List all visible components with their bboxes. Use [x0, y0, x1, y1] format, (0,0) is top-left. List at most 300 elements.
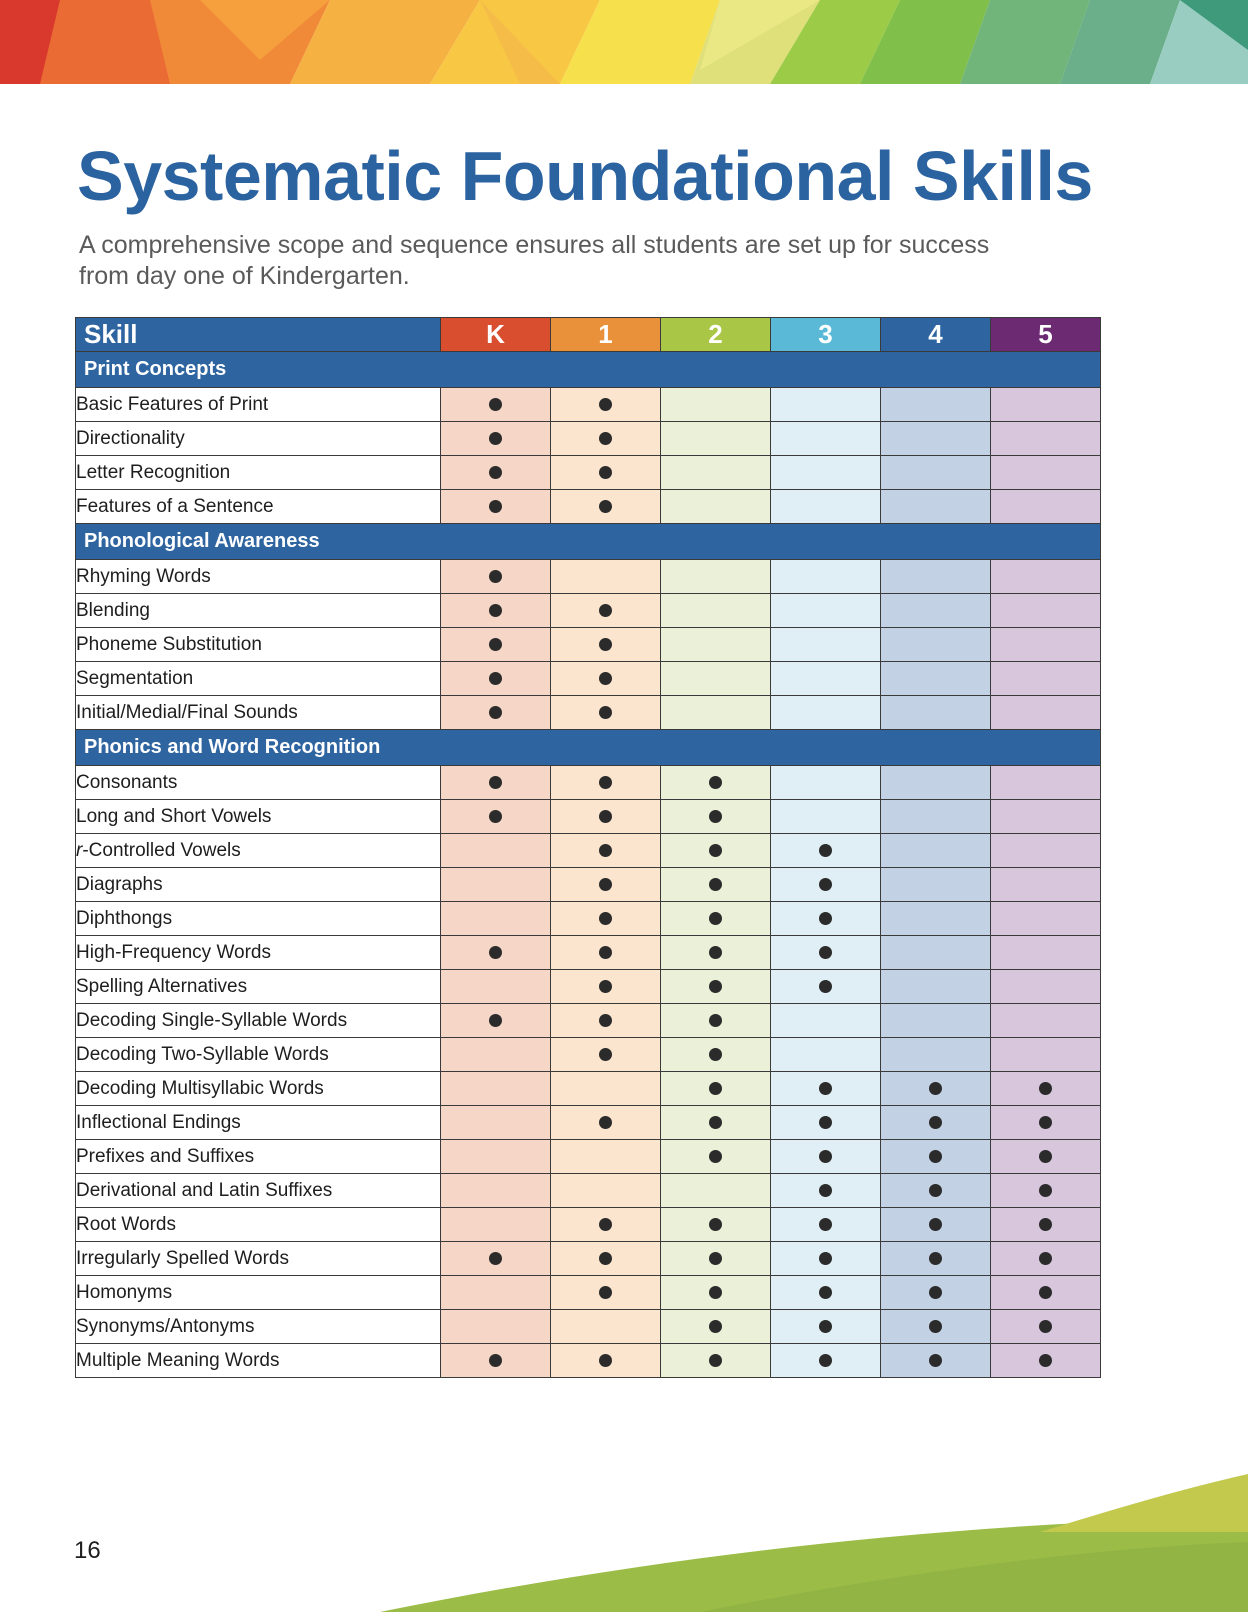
grade-cell: [661, 1242, 771, 1276]
grade-cell: [771, 970, 881, 1004]
bullet-icon: [1039, 1252, 1052, 1265]
grade-cell: [661, 560, 771, 594]
grade-cell: [551, 456, 661, 490]
grade-cell: [881, 868, 991, 902]
grade-cell: [441, 970, 551, 1004]
bullet-icon: [709, 1014, 722, 1027]
bullet-icon: [709, 810, 722, 823]
bullet-icon: [819, 1116, 832, 1129]
bullet-icon: [929, 1218, 942, 1231]
section-title: Phonics and Word Recognition: [76, 730, 1101, 766]
skill-name: Features of a Sentence: [76, 490, 441, 524]
bullet-icon: [819, 980, 832, 993]
skill-name: Blending: [76, 594, 441, 628]
grade-cell: [991, 1208, 1101, 1242]
bullet-icon: [599, 980, 612, 993]
grade-cell: [551, 970, 661, 1004]
table-body: [76, 352, 1101, 1378]
grade-cell: [661, 970, 771, 1004]
bullet-icon: [599, 878, 612, 891]
section-title: Print Concepts: [76, 352, 1101, 388]
bullet-icon: [1039, 1286, 1052, 1299]
grade-cell: [881, 1174, 991, 1208]
bullet-icon: [599, 1048, 612, 1061]
grade-cell: [441, 560, 551, 594]
skill-name: Synonyms/Antonyms: [76, 1310, 441, 1344]
bullet-icon: [599, 638, 612, 651]
bullet-icon: [929, 1150, 942, 1163]
grade-cell: [551, 868, 661, 902]
bullet-icon: [819, 1286, 832, 1299]
bullet-icon: [929, 1184, 942, 1197]
bullet-icon: [599, 672, 612, 685]
grade-cell: [771, 628, 881, 662]
grade-header-k: K: [441, 318, 551, 352]
bullet-icon: [489, 638, 502, 651]
grade-cell: [881, 800, 991, 834]
grade-cell: [881, 1276, 991, 1310]
grade-cell: [551, 1140, 661, 1174]
table-row: [76, 594, 1101, 628]
grade-cell: [991, 1072, 1101, 1106]
grade-cell: [551, 1038, 661, 1072]
grade-cell: [881, 1242, 991, 1276]
bullet-icon: [929, 1252, 942, 1265]
bullet-icon: [599, 500, 612, 513]
grade-cell: [661, 1276, 771, 1310]
section-header-row: [76, 524, 1101, 560]
bullet-icon: [819, 878, 832, 891]
grade-cell: [991, 1004, 1101, 1038]
section-header-row: [76, 730, 1101, 766]
grade-cell: [991, 422, 1101, 456]
grade-cell: [881, 1310, 991, 1344]
grade-cell: [441, 902, 551, 936]
grade-cell: [441, 834, 551, 868]
skill-name: Prefixes and Suffixes: [76, 1140, 441, 1174]
bullet-icon: [1039, 1116, 1052, 1129]
scope-sequence-table: [75, 317, 1101, 1378]
bullet-icon: [599, 1014, 612, 1027]
bullet-icon: [599, 1252, 612, 1265]
grade-cell: [441, 800, 551, 834]
bullet-icon: [819, 1218, 832, 1231]
grade-cell: [441, 1208, 551, 1242]
grade-cell: [661, 422, 771, 456]
grade-cell: [441, 1072, 551, 1106]
grade-cell: [771, 902, 881, 936]
bullet-icon: [709, 1218, 722, 1231]
grade-cell: [771, 594, 881, 628]
grade-cell: [441, 456, 551, 490]
skill-name: Decoding Multisyllabic Words: [76, 1072, 441, 1106]
grade-cell: [771, 1310, 881, 1344]
grade-header-5: 5: [991, 318, 1101, 352]
grade-cell: [661, 594, 771, 628]
grade-cell: [661, 1106, 771, 1140]
grade-cell: [661, 1174, 771, 1208]
table-row: [76, 766, 1101, 800]
bullet-icon: [599, 1354, 612, 1367]
bullet-icon: [1039, 1082, 1052, 1095]
grade-cell: [771, 868, 881, 902]
grade-cell: [881, 388, 991, 422]
grade-cell: [771, 834, 881, 868]
bullet-icon: [1039, 1354, 1052, 1367]
grade-cell: [881, 456, 991, 490]
skill-name: Diagraphs: [76, 868, 441, 902]
grade-cell: [881, 1106, 991, 1140]
page-subtitle: A comprehensive scope and sequence ensures all students are set up for success from day one of Kindergarten.: [79, 231, 990, 290]
grade-cell: [881, 970, 991, 1004]
grade-cell: [661, 628, 771, 662]
page-number: 16: [74, 1537, 101, 1564]
grade-cell: [551, 1242, 661, 1276]
grade-header-1: 1: [551, 318, 661, 352]
grade-cell: [991, 1242, 1101, 1276]
bullet-icon: [599, 844, 612, 857]
grade-cell: [661, 800, 771, 834]
grade-cell: [771, 696, 881, 730]
grade-cell: [441, 936, 551, 970]
table-row: [76, 1004, 1101, 1038]
grade-cell: [661, 490, 771, 524]
grade-cell: [551, 834, 661, 868]
grade-cell: [661, 1208, 771, 1242]
table-row: [76, 1276, 1101, 1310]
grade-cell: [881, 1038, 991, 1072]
grade-cell: [881, 1140, 991, 1174]
grade-cell: [551, 766, 661, 800]
grade-cell: [881, 560, 991, 594]
section-title: Phonological Awareness: [76, 524, 1101, 560]
bullet-icon: [489, 398, 502, 411]
bullet-icon: [599, 912, 612, 925]
grade-cell: [991, 662, 1101, 696]
bullet-icon: [599, 1116, 612, 1129]
skill-name: Basic Features of Print: [76, 388, 441, 422]
decorative-banner: [0, 0, 1248, 84]
bullet-icon: [489, 604, 502, 617]
skill-name: Consonants: [76, 766, 441, 800]
bullet-icon: [489, 1252, 502, 1265]
bullet-icon: [599, 1286, 612, 1299]
grade-cell: [881, 834, 991, 868]
bullet-icon: [489, 500, 502, 513]
table-row: [76, 490, 1101, 524]
grade-cell: [771, 388, 881, 422]
bullet-icon: [1039, 1184, 1052, 1197]
bullet-icon: [489, 466, 502, 479]
grade-cell: [441, 594, 551, 628]
grade-cell: [991, 594, 1101, 628]
grade-cell: [771, 1208, 881, 1242]
grade-cell: [441, 1242, 551, 1276]
bullet-icon: [709, 1150, 722, 1163]
bullet-icon: [709, 980, 722, 993]
grade-cell: [661, 388, 771, 422]
skill-name: High-Frequency Words: [76, 936, 441, 970]
grade-cell: [661, 456, 771, 490]
table-row: [76, 902, 1101, 936]
table-row: [76, 456, 1101, 490]
bullet-icon: [709, 1116, 722, 1129]
table-header-row: [76, 318, 1101, 352]
bullet-icon: [819, 1252, 832, 1265]
grade-cell: [771, 456, 881, 490]
grade-cell: [551, 1174, 661, 1208]
grade-cell: [551, 696, 661, 730]
grade-cell: [441, 868, 551, 902]
grade-cell: [991, 1276, 1101, 1310]
grade-cell: [881, 1072, 991, 1106]
bullet-icon: [489, 706, 502, 719]
table-row: [76, 388, 1101, 422]
grade-cell: [881, 766, 991, 800]
grade-cell: [771, 1174, 881, 1208]
bullet-icon: [709, 1048, 722, 1061]
grade-cell: [441, 1038, 551, 1072]
grade-cell: [991, 766, 1101, 800]
bullet-icon: [709, 1320, 722, 1333]
table-row: [76, 1344, 1101, 1378]
table-row: [76, 1140, 1101, 1174]
grade-cell: [661, 1004, 771, 1038]
grade-cell: [441, 1140, 551, 1174]
table-row: [76, 868, 1101, 902]
bullet-icon: [489, 672, 502, 685]
grade-cell: [771, 662, 881, 696]
section-header-row: [76, 352, 1101, 388]
grade-cell: [991, 388, 1101, 422]
grade-cell: [881, 1208, 991, 1242]
grade-cell: [991, 628, 1101, 662]
table-row: [76, 1106, 1101, 1140]
bullet-icon: [489, 810, 502, 823]
grade-cell: [881, 422, 991, 456]
grade-cell: [771, 1004, 881, 1038]
bullet-icon: [709, 878, 722, 891]
grade-cell: [771, 422, 881, 456]
skill-name: Spelling Alternatives: [76, 970, 441, 1004]
grade-cell: [551, 662, 661, 696]
grade-cell: [551, 1310, 661, 1344]
bullet-icon: [819, 1354, 832, 1367]
grade-header-3: 3: [771, 318, 881, 352]
bullet-icon: [929, 1082, 942, 1095]
grade-cell: [551, 422, 661, 456]
bullet-icon: [599, 1218, 612, 1231]
grade-cell: [991, 834, 1101, 868]
bullet-icon: [1039, 1150, 1052, 1163]
bullet-icon: [489, 1014, 502, 1027]
bullet-icon: [709, 776, 722, 789]
skill-name: Homonyms: [76, 1276, 441, 1310]
grade-cell: [441, 1344, 551, 1378]
table-row: [76, 662, 1101, 696]
table-row: [76, 970, 1101, 1004]
skill-name: Derivational and Latin Suffixes: [76, 1174, 441, 1208]
bullet-icon: [929, 1320, 942, 1333]
grade-cell: [441, 696, 551, 730]
bullet-icon: [709, 946, 722, 959]
grade-cell: [551, 560, 661, 594]
skill-name: Directionality: [76, 422, 441, 456]
grade-cell: [771, 1344, 881, 1378]
skill-name: Phoneme Substitution: [76, 628, 441, 662]
grade-cell: [771, 490, 881, 524]
grade-cell: [991, 1038, 1101, 1072]
bullet-icon: [819, 1082, 832, 1095]
grade-cell: [441, 1276, 551, 1310]
grade-cell: [551, 388, 661, 422]
grade-cell: [771, 936, 881, 970]
grade-cell: [771, 1276, 881, 1310]
grade-cell: [551, 1208, 661, 1242]
grade-cell: [661, 1072, 771, 1106]
grade-cell: [991, 902, 1101, 936]
grade-cell: [881, 662, 991, 696]
grade-cell: [771, 560, 881, 594]
bullet-icon: [709, 1354, 722, 1367]
bullet-icon: [819, 912, 832, 925]
bullet-icon: [489, 776, 502, 789]
grade-cell: [771, 1072, 881, 1106]
table-row: [76, 1208, 1101, 1242]
grade-cell: [441, 628, 551, 662]
grade-cell: [991, 868, 1101, 902]
bullet-icon: [599, 776, 612, 789]
bullet-icon: [819, 844, 832, 857]
grade-cell: [991, 936, 1101, 970]
grade-cell: [881, 594, 991, 628]
grade-cell: [881, 490, 991, 524]
bullet-icon: [819, 1320, 832, 1333]
skill-name: Inflectional Endings: [76, 1106, 441, 1140]
bullet-icon: [489, 1354, 502, 1367]
grade-cell: [881, 628, 991, 662]
grade-cell: [661, 902, 771, 936]
bullet-icon: [929, 1116, 942, 1129]
bullet-icon: [599, 946, 612, 959]
bullet-icon: [819, 1150, 832, 1163]
grade-cell: [991, 456, 1101, 490]
grade-cell: [551, 1276, 661, 1310]
grade-cell: [881, 696, 991, 730]
bullet-icon: [819, 946, 832, 959]
grade-cell: [441, 490, 551, 524]
bullet-icon: [929, 1354, 942, 1367]
skill-name: Diphthongs: [76, 902, 441, 936]
table-row: [76, 1310, 1101, 1344]
skill-name: Segmentation: [76, 662, 441, 696]
skill-name: Decoding Single-Syllable Words: [76, 1004, 441, 1038]
grade-cell: [991, 560, 1101, 594]
table-row: [76, 628, 1101, 662]
grade-cell: [771, 1140, 881, 1174]
table-row: [76, 422, 1101, 456]
bullet-icon: [709, 912, 722, 925]
grade-cell: [551, 1072, 661, 1106]
grade-cell: [991, 490, 1101, 524]
grade-cell: [661, 868, 771, 902]
grade-cell: [661, 1038, 771, 1072]
decorative-wave: [0, 1462, 1248, 1612]
skill-name: r-Controlled Vowels: [76, 834, 441, 868]
grade-cell: [991, 1344, 1101, 1378]
bullet-icon: [489, 946, 502, 959]
skill-name: Rhyming Words: [76, 560, 441, 594]
grade-cell: [991, 1174, 1101, 1208]
table-row: [76, 936, 1101, 970]
grade-cell: [441, 662, 551, 696]
grade-cell: [441, 1174, 551, 1208]
bullet-icon: [709, 1082, 722, 1095]
table-row: [76, 696, 1101, 730]
grade-cell: [991, 1310, 1101, 1344]
grade-cell: [991, 800, 1101, 834]
grade-cell: [881, 1344, 991, 1378]
grade-cell: [991, 970, 1101, 1004]
bullet-icon: [599, 604, 612, 617]
skill-name: Initial/Medial/Final Sounds: [76, 696, 441, 730]
skill-name: Letter Recognition: [76, 456, 441, 490]
skill-name: Irregularly Spelled Words: [76, 1242, 441, 1276]
grade-cell: [881, 936, 991, 970]
bullet-icon: [599, 810, 612, 823]
table-row: [76, 1174, 1101, 1208]
grade-cell: [661, 1344, 771, 1378]
bullet-icon: [599, 432, 612, 445]
bullet-icon: [709, 1252, 722, 1265]
grade-cell: [441, 422, 551, 456]
table-row: [76, 800, 1101, 834]
grade-header-4: 4: [881, 318, 991, 352]
table-row: [76, 1072, 1101, 1106]
grade-header-2: 2: [661, 318, 771, 352]
grade-cell: [551, 594, 661, 628]
skill-name: Long and Short Vowels: [76, 800, 441, 834]
grade-cell: [551, 902, 661, 936]
table-row: [76, 1242, 1101, 1276]
grade-cell: [771, 766, 881, 800]
grade-cell: [551, 1344, 661, 1378]
grade-cell: [771, 800, 881, 834]
grade-cell: [881, 902, 991, 936]
grade-cell: [661, 834, 771, 868]
grade-cell: [441, 1004, 551, 1038]
grade-cell: [771, 1038, 881, 1072]
grade-cell: [661, 766, 771, 800]
skill-name: Multiple Meaning Words: [76, 1344, 441, 1378]
grade-cell: [661, 936, 771, 970]
grade-cell: [991, 696, 1101, 730]
bullet-icon: [489, 570, 502, 583]
bullet-icon: [599, 466, 612, 479]
table-row: [76, 560, 1101, 594]
grade-cell: [661, 662, 771, 696]
grade-cell: [441, 1106, 551, 1140]
grade-cell: [551, 1106, 661, 1140]
grade-cell: [441, 766, 551, 800]
bullet-icon: [929, 1286, 942, 1299]
bullet-icon: [599, 398, 612, 411]
bullet-icon: [1039, 1218, 1052, 1231]
grade-cell: [441, 388, 551, 422]
grade-cell: [991, 1106, 1101, 1140]
skill-name: Decoding Two-Syllable Words: [76, 1038, 441, 1072]
table-row: [76, 834, 1101, 868]
